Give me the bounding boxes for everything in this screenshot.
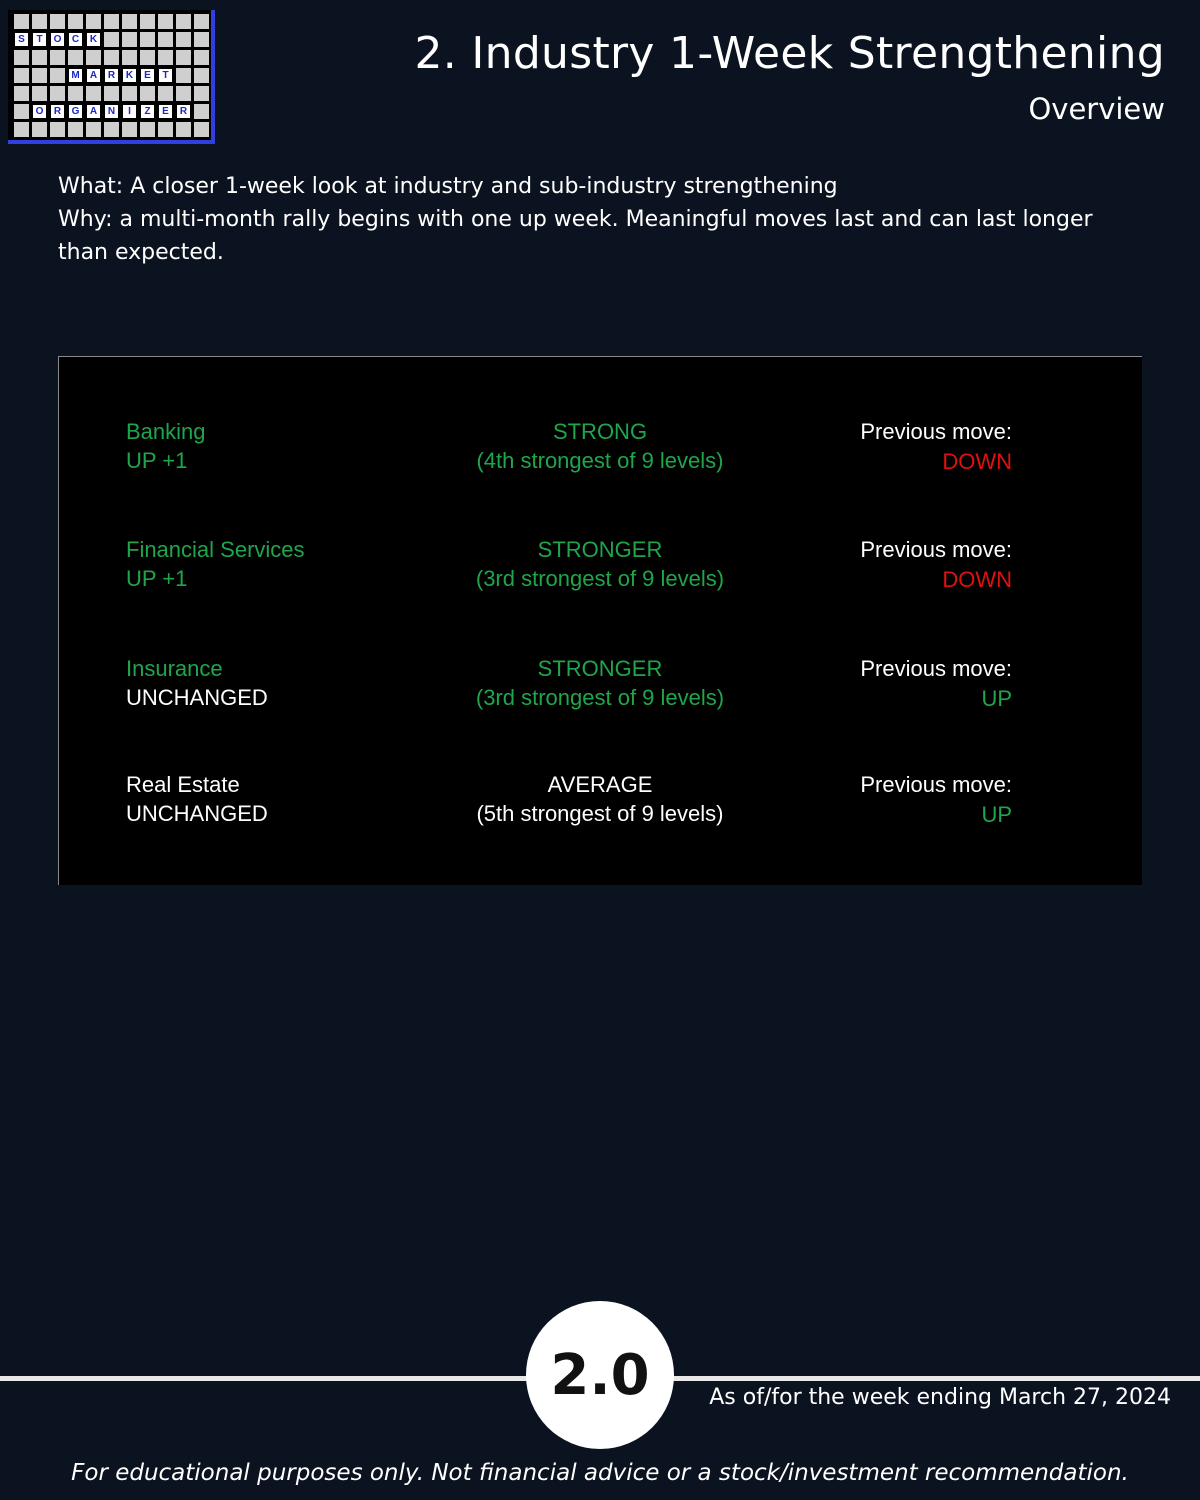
page-title: 2. Industry 1-Week Strengthening: [414, 28, 1165, 79]
logo-grid-cell: [68, 50, 83, 65]
logo-grid-cell: [194, 86, 209, 101]
logo-grid-cell: [104, 32, 119, 47]
previous-move-block: [860, 770, 1012, 830]
industry-row: [59, 654, 1142, 714]
strength-level: AVERAGE: [547, 772, 653, 797]
industry-change: UP +1: [126, 448, 188, 473]
logo-grid-cell: [122, 122, 137, 137]
logo-grid-cell: [50, 50, 65, 65]
previous-move-value: DOWN: [942, 449, 1012, 474]
strength-rank: (3rd strongest of 9 levels): [475, 685, 725, 710]
logo-grid-cell: [194, 122, 209, 137]
intro-what: What: A closer 1-week look at industry and sub-industry strengthening: [58, 174, 838, 199]
strength-level: STRONGER: [537, 537, 663, 562]
industry-name-block: [126, 417, 206, 475]
industry-row: [59, 770, 1142, 830]
previous-move-label: Previous move:: [860, 419, 1012, 444]
logo-grid-cell: [14, 68, 29, 83]
logo-grid-cell: [68, 86, 83, 101]
previous-move-block: [860, 535, 1012, 595]
logo-grid-cell: [86, 14, 101, 29]
logo-grid-cell: [158, 50, 173, 65]
industry-change: UNCHANGED: [126, 801, 268, 826]
page-subtitle: Overview: [1028, 92, 1165, 126]
logo-grid-cell: [158, 32, 173, 47]
logo-grid-cell: [176, 122, 191, 137]
industry-change: UP +1: [126, 566, 188, 591]
logo-grid-cell: [104, 14, 119, 29]
industry-name: Banking: [126, 419, 206, 444]
disclaimer: For educational purposes only. Not financial advice or a stock/investment recommendation.: [71, 1460, 1129, 1486]
industry-name: Insurance: [126, 656, 223, 681]
industry-name-block: [126, 654, 268, 712]
logo-grid-cell: [140, 86, 155, 101]
industry-name: Financial Services: [126, 537, 305, 562]
logo-grid-cell: [176, 14, 191, 29]
previous-move-value: DOWN: [942, 567, 1012, 592]
logo-grid-cell: [158, 14, 173, 29]
stock-market-organizer-logo: [8, 10, 215, 144]
logo-grid-cell: [158, 86, 173, 101]
logo-grid-cell: [32, 122, 47, 137]
industry-row: [59, 417, 1142, 477]
logo-grid-cell: [194, 14, 209, 29]
logo-word-stock: S T O C K: [14, 32, 101, 47]
logo-grid-cell: [122, 32, 137, 47]
logo-grid-cell: [50, 14, 65, 29]
strength-rank: (3rd strongest of 9 levels): [475, 566, 725, 591]
logo-grid-cell: [140, 50, 155, 65]
logo-word-market: M A R K E T: [68, 68, 173, 83]
intro-text: [58, 170, 1138, 269]
industry-row: [59, 535, 1142, 595]
strength-block: [400, 535, 800, 593]
strength-rank: (5th strongest of 9 levels): [476, 801, 724, 826]
logo-grid-cell: [194, 50, 209, 65]
logo-grid-cell: [86, 50, 101, 65]
logo-grid-cell: [194, 104, 209, 119]
strength-rank: (4th strongest of 9 levels): [476, 448, 724, 473]
logo-grid-cell: [140, 122, 155, 137]
logo-grid-cell: [158, 122, 173, 137]
section-number-badge: 2.0: [526, 1301, 674, 1449]
logo-grid-cell: [32, 86, 47, 101]
previous-move-value: UP: [981, 686, 1012, 711]
previous-move-label: Previous move:: [860, 772, 1012, 797]
logo-grid-cell: [14, 104, 29, 119]
logo-grid-cell: [32, 68, 47, 83]
logo-grid-cell: [14, 86, 29, 101]
logo-word-organizer: O R G A N I Z E R: [32, 104, 191, 119]
previous-move-value: UP: [981, 802, 1012, 827]
logo-grid-cell: [104, 86, 119, 101]
logo-grid-cell: [32, 50, 47, 65]
logo-grid-cell: [140, 14, 155, 29]
logo-grid-cell: [140, 32, 155, 47]
logo-grid-cell: [86, 122, 101, 137]
logo-grid-cell: [194, 68, 209, 83]
logo-grid-cell: [176, 68, 191, 83]
strength-block: [400, 654, 800, 712]
logo-grid-cell: [86, 86, 101, 101]
logo-grid-cell: [122, 14, 137, 29]
strength-block: [400, 770, 800, 828]
logo-grid-cell: [50, 122, 65, 137]
strength-block: [400, 417, 800, 475]
previous-move-label: Previous move:: [860, 656, 1012, 681]
as-of-date: As of/for the week ending March 27, 2024: [709, 1385, 1171, 1410]
strength-level: STRONGER: [537, 656, 663, 681]
industry-panel: [58, 356, 1142, 885]
logo-grid-cell: [14, 14, 29, 29]
industry-name: Real Estate: [126, 772, 240, 797]
previous-move-block: [860, 417, 1012, 477]
logo-grid-cell: [104, 50, 119, 65]
logo-grid-cell: [122, 86, 137, 101]
logo-grid-cell: [50, 86, 65, 101]
industry-change: UNCHANGED: [126, 685, 268, 710]
industry-name-block: [126, 535, 305, 593]
logo-grid-cell: [176, 50, 191, 65]
logo-grid-cell: [194, 32, 209, 47]
logo-grid-cell: [104, 122, 119, 137]
intro-why: Why: a multi-month rally begins with one up week. Meaningful moves last and can last longer than expected.: [58, 207, 1093, 265]
logo-grid-cell: [14, 122, 29, 137]
logo-grid-cell: [14, 50, 29, 65]
industry-name-block: [126, 770, 268, 828]
strength-level: STRONG: [552, 419, 648, 444]
previous-move-label: Previous move:: [860, 537, 1012, 562]
logo-grid-cell: [50, 68, 65, 83]
logo-grid-cell: [68, 14, 83, 29]
logo-grid-cell: [32, 14, 47, 29]
logo-grid-cell: [176, 86, 191, 101]
logo-grid-cell: [122, 50, 137, 65]
logo-grid-cell: [68, 122, 83, 137]
logo-grid-cell: [176, 32, 191, 47]
previous-move-block: [860, 654, 1012, 714]
